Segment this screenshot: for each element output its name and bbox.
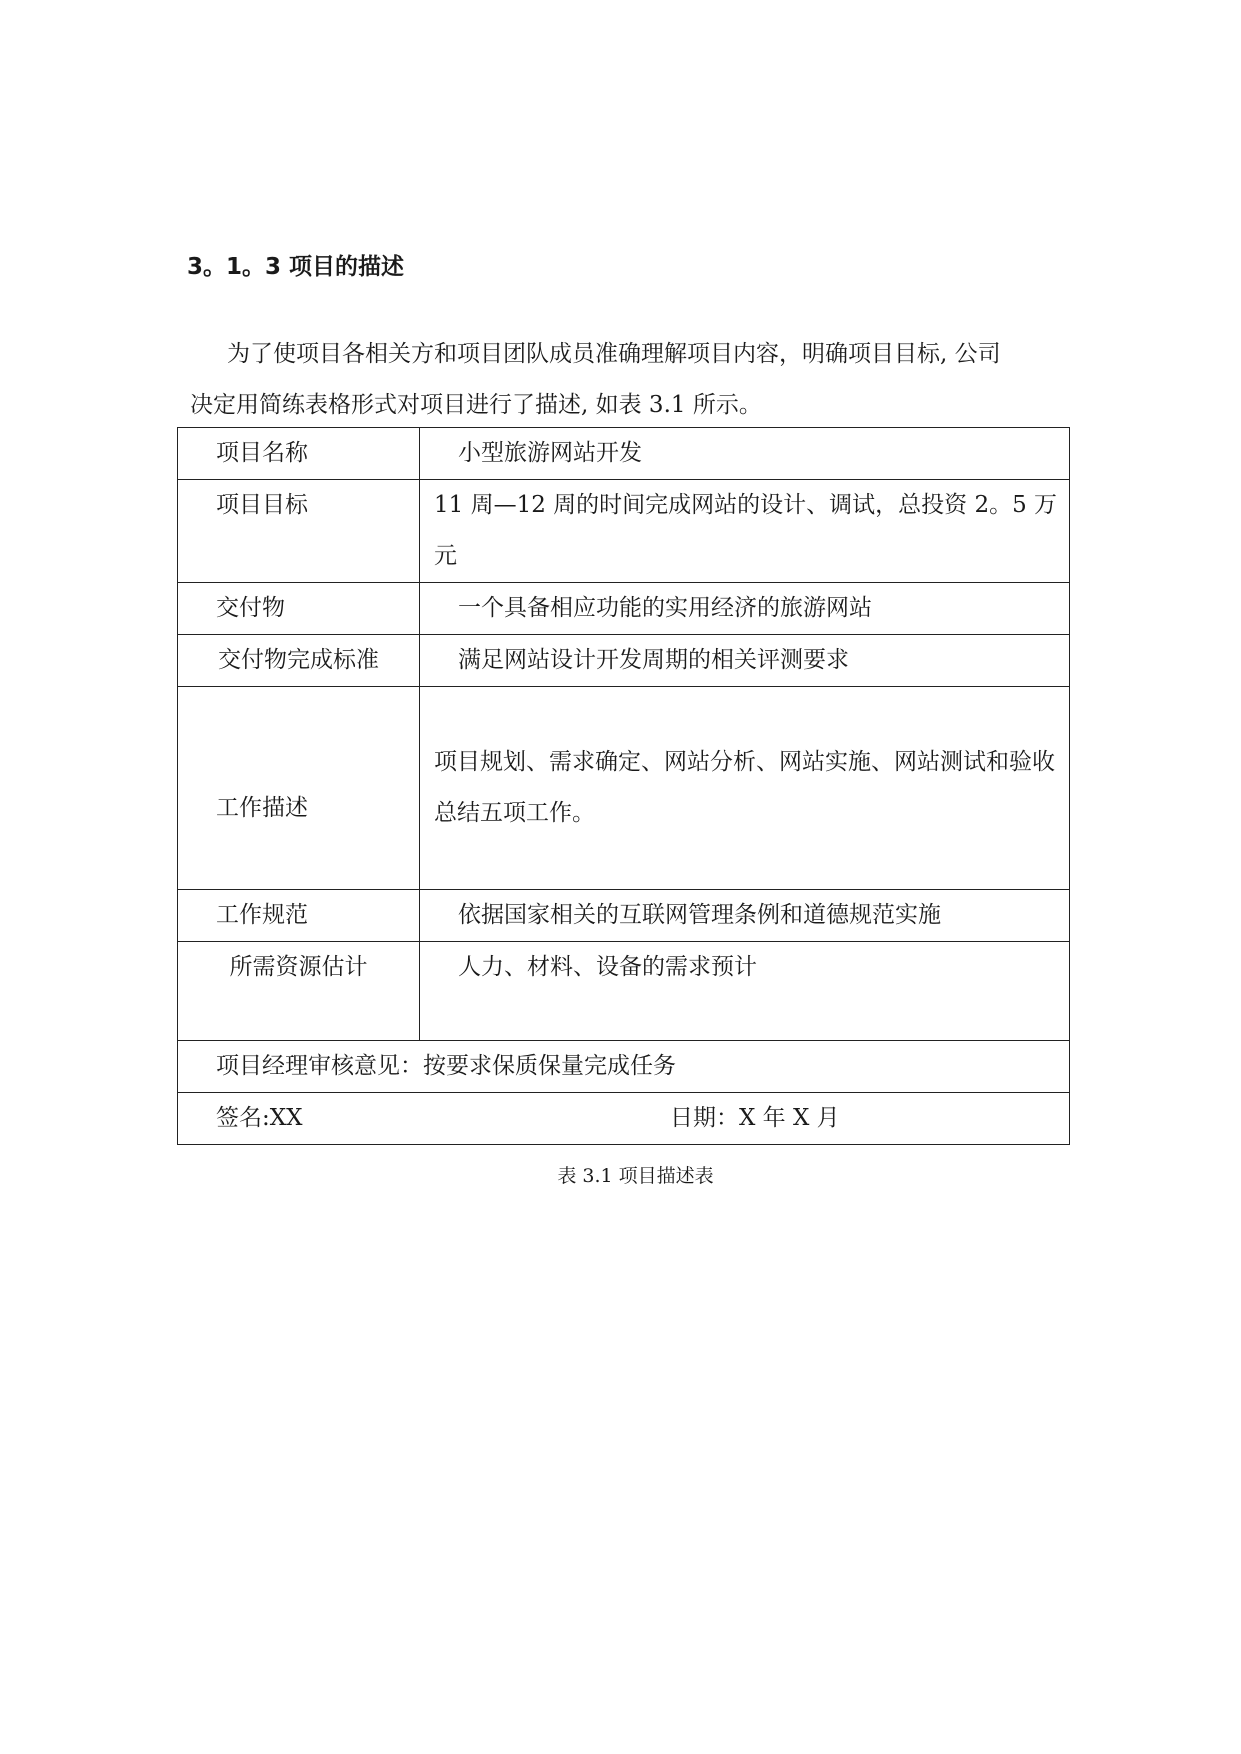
row-label-work-norms: 工作规范	[178, 890, 420, 942]
table-row	[178, 635, 1070, 687]
work-description-label-text: 工作描述	[216, 794, 308, 821]
intro-paragraph	[190, 329, 1070, 431]
row-label-work-description	[178, 687, 420, 890]
table-row	[178, 687, 1070, 890]
row-value-work-norms: 依据国家相关的互联网管理条例和道德规范实施	[420, 890, 1070, 942]
manager-review: 项目经理审核意见：按要求保质保量完成任务	[178, 1041, 1070, 1093]
table-row	[178, 890, 1070, 942]
table-caption: 表 3.1 项目描述表	[557, 1165, 714, 1187]
table-row	[178, 480, 1070, 583]
row-label-project-goal: 项目目标	[178, 480, 420, 583]
row-value-deliverable-standard: 满足网站设计开发周期的相关评测要求	[420, 635, 1070, 687]
row-label-project-name: 项目名称	[178, 428, 420, 480]
row-value-work-description: 项目规划、需求确定、网站分析、网站实施、网站测试和验收总结五项工作。	[420, 687, 1070, 890]
table-row	[178, 1093, 1070, 1145]
row-label-deliverable: 交付物	[178, 583, 420, 635]
table-row	[178, 428, 1070, 480]
intro-line-2: 决定用简练表格形式对项目进行了描述, 如表 3.1 所示。	[190, 392, 762, 418]
table-row	[178, 583, 1070, 635]
signature: 签名:XX	[216, 1105, 303, 1131]
row-value-project-goal: 11 周—12 周的时间完成网站的设计、调试，总投资 2。5 万元	[420, 480, 1070, 583]
row-value-deliverable: 一个具备相应功能的实用经济的旅游网站	[420, 583, 1070, 635]
signature-row	[178, 1093, 1070, 1145]
row-label-resource-estimate: 所需资源估计	[178, 942, 420, 1041]
intro-line-1: 为了使项目各相关方和项目团队成员准确理解项目内容，明确项目目标, 公司	[227, 341, 1001, 367]
project-description-table	[177, 427, 1070, 1145]
table-row	[178, 1041, 1070, 1093]
section-heading: 3。1。3 项目的描述	[187, 254, 405, 280]
row-value-resource-estimate: 人力、材料、设备的需求预计	[420, 942, 1070, 1041]
row-label-deliverable-standard: 交付物完成标准	[178, 635, 420, 687]
row-value-project-name: 小型旅游网站开发	[420, 428, 1070, 480]
sign-date: 日期：X 年 X 月	[670, 1105, 840, 1131]
table-row	[178, 942, 1070, 1041]
